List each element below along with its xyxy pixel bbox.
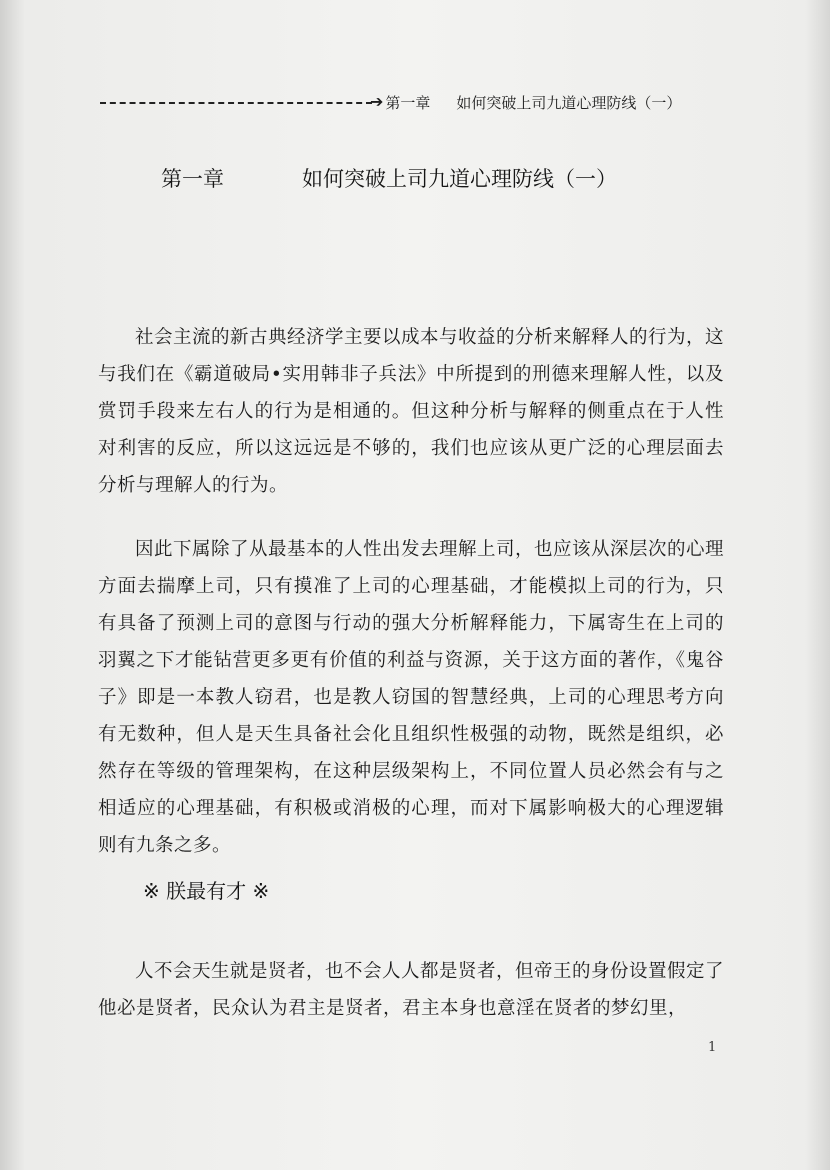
chapter-title [161, 163, 721, 193]
running-header [100, 88, 700, 116]
page-number: 1 [708, 1040, 717, 1055]
header-dashed-line [100, 102, 372, 104]
arrow-right-icon: ➔ [370, 92, 384, 111]
header-chapter-label: 第一章 [385, 93, 431, 112]
paragraph-2: 因此下属除了从最基本的人性出发去理解上司，也应该从深层次的心理方面去揣摩上司，只有摸准了上司的心理基础，才能模拟上司的行为，只有具备了预测上司的意图与行动的强大分析解释能力，下属寄生在上司的羽翼之下才能钻营更多更有价值的利益与资源，关于这方面的著作，《鬼谷子》即是一本教人窃君，也是教人窃国的智慧经典，上司的心理思考方向有无数种，但人是天生具备社会化且组织性极强的动物，既然是组织，必然存在等级的管理架构，在这种层级架构上，不同位置人员必然会有与之相适应的心理基础，有积极或消极的心理，而对下属影响极大的心理逻辑则有九条之多。 [98, 538, 725, 856]
chapter-heading-text: 如何突破上司九道心理防线（一） [302, 167, 617, 191]
paragraph-3: 人不会天生就是贤者，也不会人人都是贤者，但帝王的身份设置假定了他必是贤者，民众认为君主是贤者，君主本身也意淫在贤者的梦幻里， [98, 960, 725, 1019]
chapter-label: 第一章 [161, 167, 224, 191]
header-chapter-title: 如何突破上司九道心理防线（一） [456, 93, 682, 112]
paragraph-1: 社会主流的新古典经济学主要以成本与收益的分析来解释人的行为，这与我们在《霸道破局•实用韩非子兵法》中所提到的刑德来理解人性，以及赏罚手段来左右人的行为是相通的。但这种分析与解释的侧重点在于人性对利害的反应，所以这远远是不够的，我们也应该从更广泛的心理层面去分析与理解人的行为。 [98, 326, 725, 496]
header-text [385, 92, 681, 113]
section-title: ※ 朕最有才 ※ [143, 879, 270, 903]
